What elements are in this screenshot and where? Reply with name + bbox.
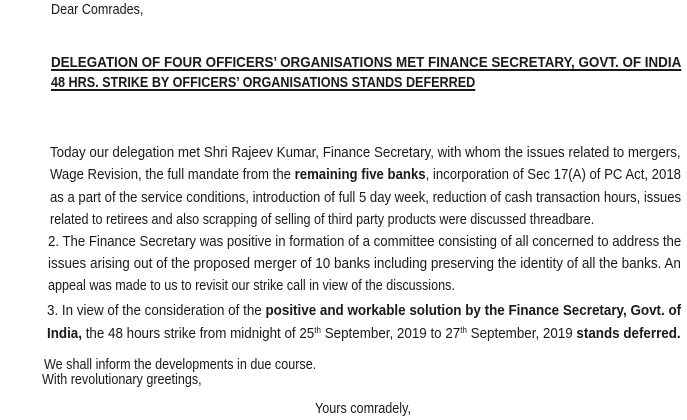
greeting: With revolutionary greetings, — [42, 371, 202, 388]
bold-text: stands deferred. — [576, 325, 681, 342]
text-line: Today our delegation met Shri Rajeev Kumar, Finance Secretary, with whom the issues related to mergers, — [50, 144, 681, 161]
text-line: issues arising out of the proposed merger of 10 banks including preserving the identity of all the banks. An — [48, 255, 681, 272]
inform-line: We shall inform the developments in due course. — [44, 356, 317, 373]
text: 3. In view of the consideration of the — [47, 302, 266, 319]
text-line: as a part of the service conditions, introduction of full 5 day week, reduction of cash transaction hours, issues — [50, 189, 682, 206]
text-line — [50, 166, 681, 183]
text: September, 2019 — [466, 325, 577, 342]
text-line: appeal was made to us to revisit our strike call in view of the discussions. — [48, 277, 455, 294]
heading-line-2: 48 HRS. STRIKE BY OFFICERS’ ORGANISATIONS STANDS DEFERRED — [51, 74, 476, 91]
superscript: th — [314, 325, 321, 335]
text-line: related to retirees and also scrapping of selling of third party products were discussed threadbare. — [50, 211, 595, 228]
text-line: 2. The Finance Secretary was positive in formation of a committee consisting of all concerned to address the — [48, 233, 682, 250]
text: , incorporation of Sec 17(A) of PC Act, 2018 — [425, 166, 681, 183]
text-line — [47, 302, 681, 319]
text-line — [47, 325, 681, 342]
signoff: Yours comradely, — [315, 400, 411, 417]
bold-text: positive and workable solution by the Finance Secretary, Govt. of — [265, 302, 682, 319]
heading-line-1: DELEGATION OF FOUR OFFICERS’ ORGANISATIONS MET FINANCE SECRETARY, GOVT. OF INDIA — [51, 54, 682, 71]
text: the 48 hours strike from midnight of 25 — [81, 325, 315, 342]
bold-text: India, — [47, 325, 82, 342]
superscript: th — [460, 325, 467, 335]
text: September, 2019 to 27 — [320, 325, 461, 342]
bold-text: remaining five banks — [294, 166, 426, 183]
text: Wage Revision, the full mandate from the — [50, 166, 295, 183]
salutation: Dear Comrades, — [51, 1, 144, 18]
